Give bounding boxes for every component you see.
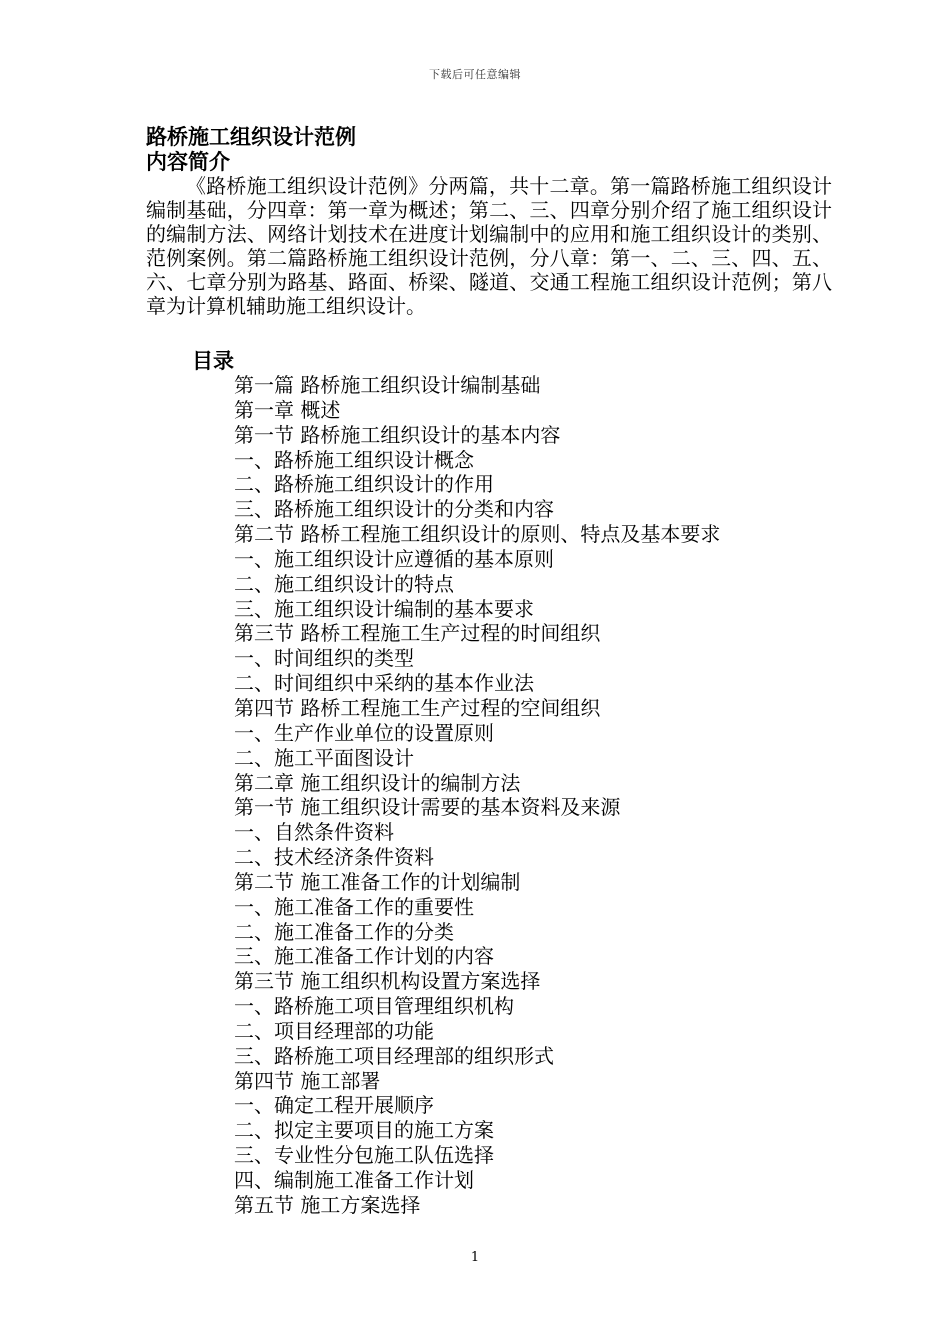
toc-entry: 二、技术经济条件资料 — [234, 845, 434, 870]
toc-entry: 一、时间组织的类型 — [234, 646, 414, 671]
toc-entry: 第二节 施工准备工作的计划编制 — [234, 869, 521, 894]
toc-entry: 二、施工组织设计的特点 — [234, 571, 454, 596]
toc-entry: 三、施工准备工作计划的内容 — [234, 944, 494, 969]
intro-heading: 内容简介 — [146, 149, 230, 174]
toc-entry: 第一节 施工组织设计需要的基本资料及来源 — [234, 795, 621, 820]
toc-entry: 第三节 施工组织机构设置方案选择 — [234, 969, 541, 994]
toc-entry: 第一篇 路桥施工组织设计编制基础 — [234, 373, 541, 397]
toc-entry: 第二节 路桥工程施工组织设计的原则、特点及基本要求 — [234, 522, 721, 547]
toc-entry: 二、时间组织中采纳的基本作业法 — [234, 671, 534, 696]
intro-paragraph: 《路桥施工组织设计范例》分两篇，共十二章。第一篇路桥施工组织设计编制基础，分四章：第一章为概述；第二、三、四章分别介绍了施工组织设计的编制方法、网络计划技术在进度计划编制中的应用和施工组织设计的类别、范例案例。第二篇路桥施工组织设计范例，分八章：第一、二、三、四、五、六、七章分别为路基、路面、桥梁、隧道、交通工程施工组织设计范例；第八章为计算机辅助施工组织设计。 — [146, 174, 832, 319]
toc-entry: 第四节 路桥工程施工生产过程的空间组织 — [234, 695, 601, 720]
toc-entry: 一、生产作业单位的设置原则 — [234, 720, 494, 745]
toc-entry: 二、施工准备工作的分类 — [234, 919, 454, 944]
toc-heading: 目录 — [192, 348, 234, 373]
toc-entry: 第一节 路桥施工组织设计的基本内容 — [234, 422, 561, 447]
toc-entry: 第一章 概述 — [234, 397, 341, 422]
toc-entry: 第五节 施工方案选择 — [234, 1192, 421, 1217]
toc-entry: 三、施工组织设计编制的基本要求 — [234, 596, 534, 621]
toc-entry: 二、路桥施工组织设计的作用 — [234, 472, 494, 497]
toc-entry: 二、施工平面图设计 — [234, 745, 414, 770]
toc-entry: 一、施工准备工作的重要性 — [234, 894, 474, 919]
toc-entry: 四、编制施工准备工作计划 — [234, 1168, 474, 1192]
toc-entry: 一、确定工程开展顺序 — [234, 1093, 434, 1118]
toc-entry: 三、专业性分包施工队伍选择 — [234, 1143, 494, 1168]
toc-entry: 二、项目经理部的功能 — [234, 1018, 434, 1043]
toc-entry: 二、拟定主要项目的施工方案 — [234, 1118, 494, 1143]
toc-entry: 一、施工组织设计应遵循的基本原则 — [234, 546, 554, 571]
toc-entry: 第四节 施工部署 — [234, 1068, 381, 1093]
toc-entry: 第二章 施工组织设计的编制方法 — [234, 770, 521, 795]
header-note: 下载后可任意编辑 — [429, 68, 521, 81]
page-number: 1 — [470, 1250, 480, 1265]
toc-list — [234, 373, 720, 1218]
document-title: 路桥施工组织设计范例 — [146, 124, 356, 149]
toc-entry: 一、自然条件资料 — [234, 820, 394, 845]
toc-entry: 一、路桥施工组织设计概念 — [234, 447, 474, 472]
toc-entry: 一、路桥施工项目管理组织机构 — [234, 994, 514, 1019]
toc-entry: 三、路桥施工组织设计的分类和内容 — [234, 497, 554, 522]
toc-entry: 三、路桥施工项目经理部的组织形式 — [234, 1043, 554, 1068]
toc-entry: 第三节 路桥工程施工生产过程的时间组织 — [234, 621, 601, 646]
